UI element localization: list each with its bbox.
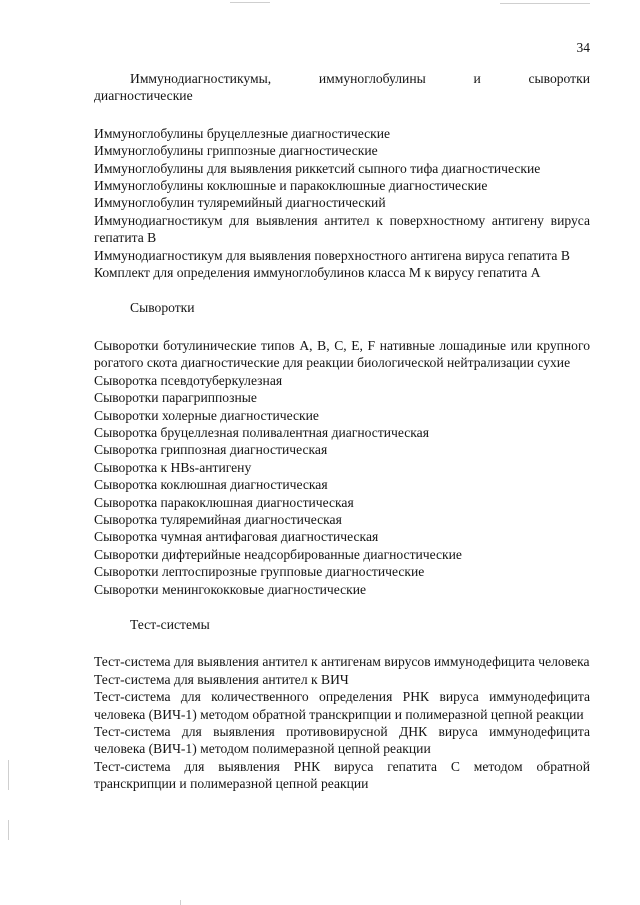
list-item: Сыворотка чумная антифаговая диагностическая	[94, 529, 379, 545]
list-item: Сыворотка паракоклюшная диагностическая	[94, 494, 354, 510]
heading-word: Иммунодиагностикумы,	[130, 71, 272, 86]
list-item: Комплект для определения иммуноглобулинов класса М к вирусу гепатита А	[94, 265, 541, 281]
document-body	[94, 70, 590, 793]
section-test-systems	[94, 616, 590, 793]
section-immunodiagnostics	[94, 70, 590, 281]
list-item: Тест-система для выявления антител к ВИЧ	[94, 671, 349, 687]
section-heading: Сыворотки	[130, 300, 195, 316]
list-item: Сыворотки холерные диагностические	[94, 407, 319, 423]
list-item: Сыворотки лептоспирозные групповые диагностические	[94, 564, 425, 580]
list-item: Иммуноглобулины для выявления риккетсий сыпного тифа диагностические	[94, 160, 541, 176]
list-item: Тест-система для выявления РНК вируса гепатита С методом обратной транскрипции и полимеразной цепной реакции	[94, 758, 590, 792]
scan-artifact-left	[8, 760, 9, 790]
section-heading: Тест-системы	[130, 616, 210, 632]
heading-word: иммуноглобулины	[318, 71, 426, 86]
list-item: Иммуноглобулины бруцеллезные диагностические	[94, 125, 391, 141]
list-item: Сыворотка гриппозная диагностическая	[94, 442, 328, 458]
list-item: Иммуноглобулины гриппозные диагностические	[94, 143, 378, 159]
list-item: Сыворотки дифтерийные неадсорбированные диагностические	[94, 546, 462, 562]
list-item: Иммунодиагностикум для выявления антител к поверхностному антигену вируса гепатита В	[94, 212, 590, 246]
heading-word: сыворотки	[528, 71, 590, 86]
list-item: Сыворотка бруцеллезная поливалентная диагностическая	[94, 424, 429, 440]
section-heading	[94, 70, 590, 87]
list-item: Сыворотки парагриппозные	[94, 390, 257, 406]
section-heading-continuation: диагностические	[94, 88, 193, 104]
list-item: Сыворотки ботулинические типов А, В, С, Е, F нативные лошадиные или крупного рогатого скота диагностические для реакции биологической нейтрализации сухие	[94, 337, 590, 371]
list-item: Сыворотка туляремийная диагностическая	[94, 511, 342, 527]
list-item: Сыворотка к HBs-антигену	[94, 459, 252, 475]
page-number: 34	[576, 40, 590, 55]
scan-artifact-left-2	[8, 820, 9, 840]
section-sera	[94, 299, 590, 598]
list-item: Тест-система для выявления противовирусной ДНК вируса иммунодефицита человека (ВИЧ-1) методом полимеразной цепной реакции	[94, 724, 590, 757]
list-item: Тест-система для количественного определения РНК вируса иммунодефицита человека (ВИЧ-1) методом обратной транскрипции и полимеразной цепной реакции	[94, 689, 590, 722]
scan-artifact-top	[230, 2, 270, 3]
list-item: Сыворотки менингококковые диагностические	[94, 581, 367, 597]
list-item: Сыворотка псевдотуберкулезная	[94, 372, 283, 388]
heading-word: и	[473, 71, 481, 86]
list-item: Иммуноглобулины коклюшные и паракоклюшные диагностические	[94, 178, 488, 194]
list-item: Сыворотка коклюшная диагностическая	[94, 477, 328, 493]
list-item: Иммуноглобулин туляремийный диагностический	[94, 195, 386, 211]
scan-artifact-top-right	[500, 3, 590, 4]
list-item: Иммунодиагностикум для выявления поверхностного антигена вируса гепатита В	[94, 247, 570, 263]
scan-artifact-bottom	[180, 900, 181, 905]
list-item: Тест-система для выявления антител к антигенам вирусов иммунодефицита человека	[94, 654, 590, 670]
